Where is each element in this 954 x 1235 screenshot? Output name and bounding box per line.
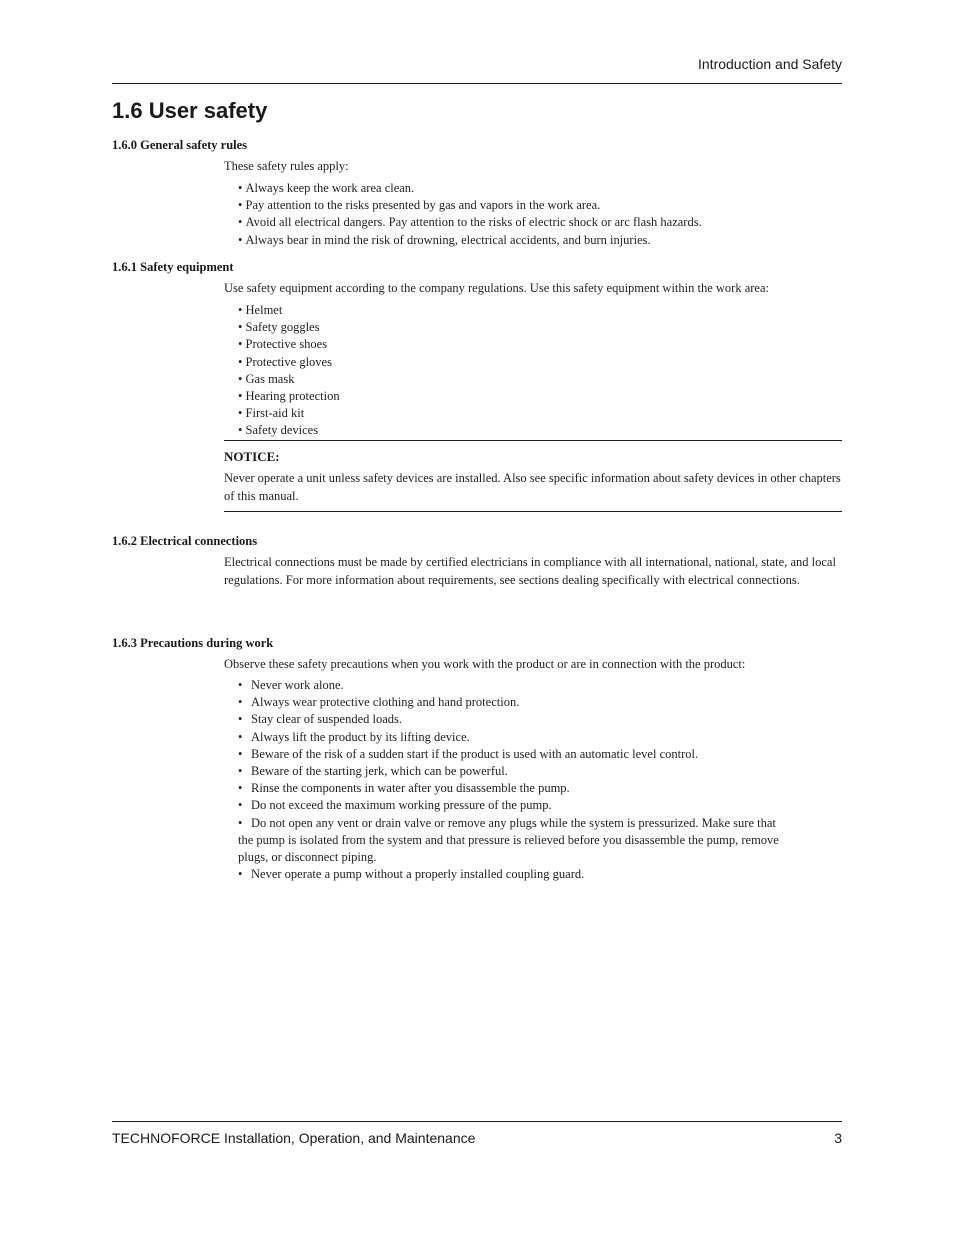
list-item-text: Safety devices [245,423,319,438]
bullet-icon: • [238,354,246,369]
bullet-icon: • [238,695,243,710]
list-item-text: Safety goggles [245,320,320,335]
list-item-text: Rinse the components in water after you disassemble the pump. [251,781,570,796]
bullet-icon: • [238,764,243,779]
list-item-text: Always keep the work area clean. [245,181,415,195]
list-item-text: Beware of the starting jerk, which can be powerful. [251,764,508,779]
bullet-icon: • [238,198,246,213]
header-text: Introduction and Safety [698,56,842,72]
list-item [238,780,838,797]
list-item-text: Hearing protection [245,389,340,404]
list-item-text: Protective gloves [245,354,332,369]
list-item [238,711,838,728]
general-rules-heading: 1.6.0 General safety rules [112,138,248,152]
list-item-text: Protective shoes [245,337,328,352]
precautions-list [238,677,838,883]
bullet-icon: • [238,746,243,761]
list-item [238,232,838,249]
bullet-icon: • [238,867,243,882]
bullet-icon: • [238,712,243,727]
list-item [238,336,838,353]
bullet-icon: • [238,215,246,230]
bullet-icon: • [238,320,246,335]
precautions-intro: Observe these safety precautions when you work with the product or are in connection with the product: [224,657,746,671]
list-item [238,729,838,746]
list-item-text: Never work alone. [251,678,344,692]
list-item-text: Always lift the product by its lifting device. [251,729,470,744]
list-item-text: Pay attention to the risks presented by gas and vapors in the work area. [245,198,601,213]
bullet-icon: • [238,389,246,404]
bullet-icon: • [238,337,246,352]
list-item-text: First-aid kit [245,406,305,421]
equipment-list [238,302,838,440]
bullet-icon: • [238,781,243,796]
list-item [238,677,838,694]
list-item [238,405,838,422]
bullet-icon: • [238,798,243,813]
bullet-icon: • [238,729,243,744]
electrical-text: Electrical connections must be made by certified electricians in compliance with all international, national, state, and local regulations. For more information about requirements, see sections dealing specifically with electrical connections. [224,555,836,587]
list-item-text: Do not open any vent or drain valve or remove any plugs while the system is pressurized. Make sure that the pump is isolated from the system and that pressure is relieved before you disassemble the pump, remove plugs, or disconnect piping. [238,815,779,865]
list-item [238,746,838,763]
list-item [238,797,838,814]
bullet-icon: • [238,815,243,830]
list-item [238,319,838,336]
list-item-text: Stay clear of suspended loads. [251,712,403,727]
running-header [112,56,842,84]
general-rules-list [238,180,838,249]
equipment-heading: 1.6.1 Safety equipment [112,260,234,274]
list-item-text: Always wear protective clothing and hand protection. [251,695,520,710]
list-item [238,354,838,371]
list-item-text: Avoid all electrical dangers. Pay attention to the risks of electric shock or arc flash hazards. [245,215,702,230]
bullet-icon: • [238,406,246,421]
list-item [238,866,838,883]
bullet-icon: • [238,678,243,692]
equipment-intro: Use safety equipment according to the company regulations. Use this safety equipment within the work area: [224,281,769,295]
bullet-icon: • [238,423,246,438]
section-title: 1.6 User safety [112,98,268,123]
list-item [238,422,838,439]
list-item [238,694,838,711]
general-rules-intro: These safety rules apply: [224,159,349,173]
bullet-icon: • [238,181,246,195]
list-item [238,371,838,388]
notice-text: Never operate a unit unless safety devices are installed. Also see specific information about safety devices in other chapters of this manual. [224,471,841,503]
footer-text: TECHNOFORCE Installation, Operation, and Maintenance [112,1130,476,1146]
list-item [238,302,838,319]
notice-box [224,440,842,512]
list-item-text: Beware of the risk of a sudden start if the product is used with an automatic level control. [251,746,699,761]
page-number: 3 [834,1130,842,1146]
list-item-text: Gas mask [245,371,295,386]
list-item-text: Always bear in mind the risk of drowning, electrical accidents, and burn injuries. [245,232,651,247]
list-item [238,180,838,197]
list-item-text: Do not exceed the maximum working pressure of the pump. [251,798,552,813]
notice-label: NOTICE: [224,449,280,464]
list-item [238,815,783,867]
electrical-heading: 1.6.2 Electrical connections [112,534,258,548]
list-item [238,197,838,214]
list-item [238,388,838,405]
list-item-text: Helmet [245,303,283,317]
list-item [238,763,838,780]
bullet-icon: • [238,303,246,317]
precautions-heading: 1.6.3 Precautions during work [112,636,274,650]
bullet-icon: • [238,232,246,247]
list-item-text: Never operate a pump without a properly installed coupling guard. [251,867,585,882]
running-footer [112,1121,842,1152]
list-item [238,214,838,231]
bullet-icon: • [238,371,246,386]
